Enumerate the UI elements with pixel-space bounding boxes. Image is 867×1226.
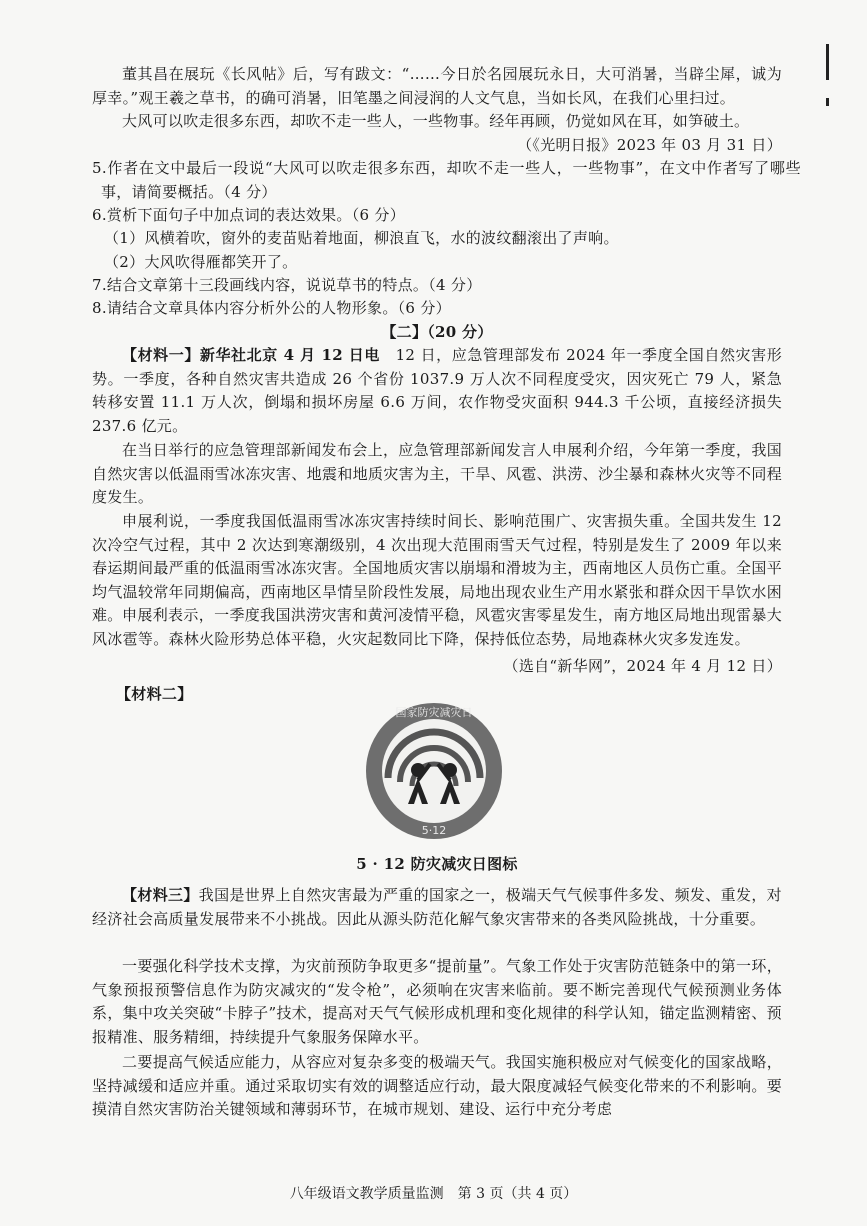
material-1-paragraph-4: 申展利表示，一季度我国洪涝灾害和黄河凌情平稳，风雹灾害零星发生，南方地区局地出现雷暴大风冰雹等。森林火险形势总体平稳，火灾起数同比下降，保持低位态势，局地森林火灾多发连发。: [92, 606, 782, 648]
logo-caption: 5 · 12 防灾减灾日图标: [356, 855, 518, 873]
material-1-paragraph-2: 在当日举行的应急管理部新闻发布会上，应急管理部新闻发言人申展利介绍，今年第一季度，我国自然灾害以低温雨雪冰冻灾害、地震和地质灾害为主，干旱、风雹、洪涝、沙尘暴和森林火灾等不同程度发生。: [92, 441, 782, 506]
text1-paragraph-2: 大风可以吹走很多东西，却吹不走一些人，一些物事。经年再顾，仍觉如风在耳，如笋破土。: [122, 112, 750, 130]
text1-source: （《光明日报》2023 年 03 月 31 日）: [517, 136, 782, 154]
logo-bottom-text: 5·12: [421, 824, 447, 837]
material-1-paragraph-1: [92, 344, 782, 438]
question-6: 6.赏析下面句子中加点词的表达效果。（6 分）: [92, 206, 406, 224]
material-3-paragraph-2: 一要强化科学技术支撑，为灾前预防争取更多“提前量”。气象工作处于灾害防范链条中的第一环，气象预报预警信息作为防灾减灾的“发令枪”，必须响在灾害来临前。要不断完善现代气候预测业务体系，集中攻关突破“卡脖子”技术，提高对天气气候形成机理和变化规律的科学认知，锚定监测精密、预报精准、服务精细，持续提升气象服务保障水平。: [92, 957, 782, 1046]
binding-mark: [826, 44, 829, 80]
disaster-prevention-day-logo: [364, 700, 504, 842]
material-1-lead: 12 日，应急管理部发布 2024 年一季度全国自然灾害形势。一季度，各种自然灾害共造成 26 个省份 1037.9 万人次不同程度受灾，因灾死亡 79 人，紧急转移安置 11.1 万人次，倒塌和损坏房屋 6.6 万间，农作物受灾面积 944.3 千公顷，直接经济损失 237.6 亿元。: [92, 346, 782, 435]
question-5: 5.作者在文中最后一段说“大风可以吹走很多东西，却吹不走一些人，一些物事”，在文中作者写了哪些事，请简要概括。（4 分）: [92, 159, 801, 201]
material-3-label: 【材料三】: [122, 886, 199, 904]
logo-top-text: 国家防灾减灾日: [395, 706, 473, 719]
material-3-paragraph-3: 二要提高气候适应能力，从容应对复杂多变的极端天气。我国实施积极应对气候变化的国家战略，坚持减缓和适应并重。通过采取切实有效的调整适应行动，最大限度减轻气候变化带来的不利影响。要摸清自然灾害防治关键领域和薄弱环节，在城市规划、建设、运行中充分考虑: [92, 1053, 782, 1118]
question-7: 7.结合文章第十三段画线内容，说说草书的特点。（4 分）: [92, 276, 482, 294]
material-3-paragraph-1: [92, 884, 782, 931]
material-2-label: 【材料二】: [116, 685, 193, 703]
binding-mark: [826, 98, 829, 106]
text1-paragraph-1: 董其昌在展玩《长风帖》后，写有跋文：“……今日於名园展玩永日，大可消暑，当辟尘犀，诚为厚幸。”观王羲之草书，的确可消暑，旧笔墨之间浸润的人文气息，当如长风，在我们心里扫过。: [92, 65, 782, 107]
question-6-2: （2）大风吹得雁都笑开了。: [104, 253, 298, 271]
material-1-paragraph-3: 申展利说，一季度我国低温雨雪冰冻灾害持续时间长、影响范围广、灾害损失重。全国共发生 12 次冷空气过程，其中 2 次达到寒潮级别，4 次出现大范围雨雪天气过程，特别是发生了 2009 年以来春运期间最严重的低温雨雪冰冻灾害。全国地质灾害以崩塌和滑坡为主，西南地区人员伤亡重。全国平均气温较常年同期偏高，西南地区旱情呈阶段性发展，局地出现农业生产用水紧张和群众因干旱饮水困难。: [92, 512, 782, 624]
material-1-label: 【材料一】新华社北京 4 月 12 日电: [122, 346, 380, 364]
page-footer: 八年级语文教学质量监测 第 3 页（共 4 页）: [289, 1186, 578, 1202]
question-6-1: （1）风横着吹，窗外的麦苗贴着地面，柳浪直飞，水的波纹翻滚出了声响。: [104, 229, 619, 247]
material-3-lead: 我国是世界上自然灾害最为严重的国家之一，极端天气气候事件多发、频发、重发，对经济社会高质量发展带来不小挑战。因此从源头防范化解气象灾害带来的各类风险挑战，十分重要。: [92, 886, 782, 928]
section-2-heading: 【二】（20 分）: [381, 323, 493, 341]
material-1-source: （选自“新华网”，2024 年 4 月 12 日）: [503, 657, 782, 675]
question-8: 8.请结合文章具体内容分析外公的人物形象。（6 分）: [92, 299, 451, 317]
